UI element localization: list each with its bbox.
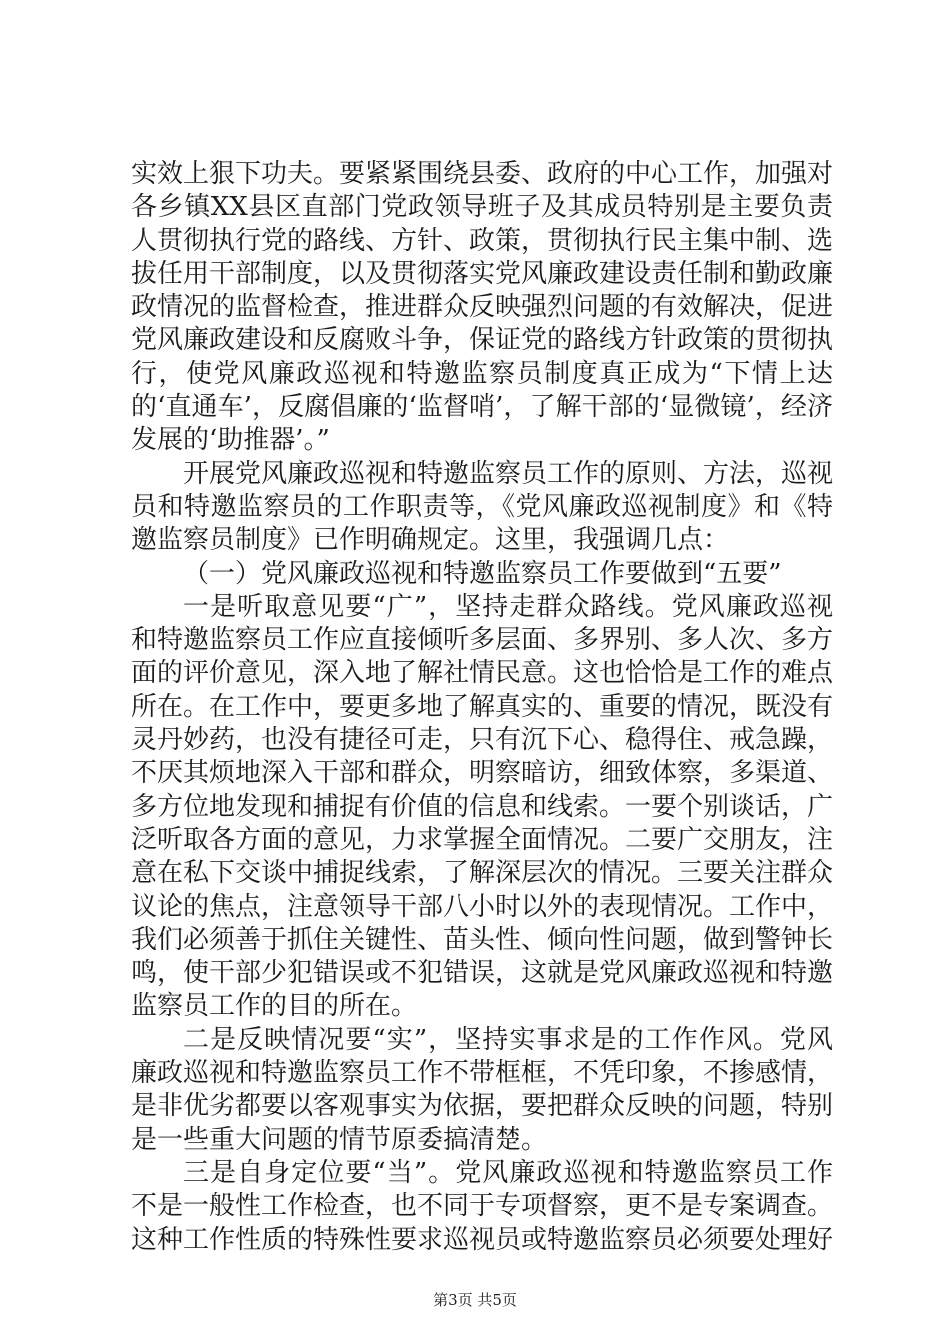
section-heading-five-requirements: （一）党风廉政巡视和特邀监察员工作要做到“五要” xyxy=(183,558,782,589)
page-number-footer: 第3页 共5页 xyxy=(433,1291,517,1309)
document-body xyxy=(131,158,833,1257)
paragraph-principles: 开展党风廉政巡视和特邀监察员工作的原则、方法，巡视员和特邀监察员的工作职责等，《党风廉政巡视制度》和《特邀监察员制度》已作明确规定。这里，我强调几点： xyxy=(131,458,834,556)
paragraph-point-one: 一是听取意见要“广”，坚持走群众路线。党风廉政巡视和特邀监察员工作应直接倾听多层面、多界别、多人次、多方面的评价意见，深入地了解社情民意。这也恰恰是工作的难点所在。在工作中，要更多地了解真实的、重要的情况，既没有灵丹妙药，也没有捷径可走，只有沉下心、稳得住、戒急躁，不厌其烦地深入干部和群众，明察暗访，细致体察，多渠道、多方位地发现和捕捉有价值的信息和线索。一要个别谈话，广泛听取各方面的意见，力求掌握全面情况。二要广交朋友，注意在私下交谈中捕捉线索，了解深层次的情况。三要关注群众议论的焦点，注意领导干部八小时以外的表现情况。工作中，我们必须善于抓住关键性、苗头性、倾向性问题，做到警钟长鸣，使干部少犯错误或不犯错误，这就是党风廉政巡视和特邀监察员工作的目的所在。 xyxy=(131,591,834,1022)
paragraph-point-two: 二是反映情况要“实”，坚持实事求是的工作作风。党风廉政巡视和特邀监察员工作不带框框，不凭印象，不掺感情，是非优劣都要以客观事实为依据，要把群众反映的问题，特别是一些重大问题的情节原委搞清楚。 xyxy=(131,1024,834,1155)
paragraph-point-three: 三是自身定位要“当”。党风廉政巡视和特邀监察员工作不是一般性工作检查，也不同于专项督察，更不是专案调查。这种工作性质的特殊性要求巡视员或特邀监察员必须要处理好 xyxy=(131,1157,834,1255)
paragraph-continuation: 实效上狠下功夫。要紧紧围绕县委、政府的中心工作，加强对各乡镇XX县区直部门党政领导班子及其成员特别是主要负责人贯彻执行党的路线、方针、政策，贯彻执行民主集中制、选拔任用干部制度，以及贯彻落实党风廉政建设责任制和勤政廉政情况的监督检查，推进群众反映强烈问题的有效解决，促进党风廉政建设和反腐败斗争，保证党的路线方针政策的贯彻执行，使党风廉政巡视和特邀监察员制度真正成为“下情上达的‘直通车’，反腐倡廉的‘监督哨’，了解干部的‘显微镜’，经济发展的‘助推器’。” xyxy=(131,159,834,456)
